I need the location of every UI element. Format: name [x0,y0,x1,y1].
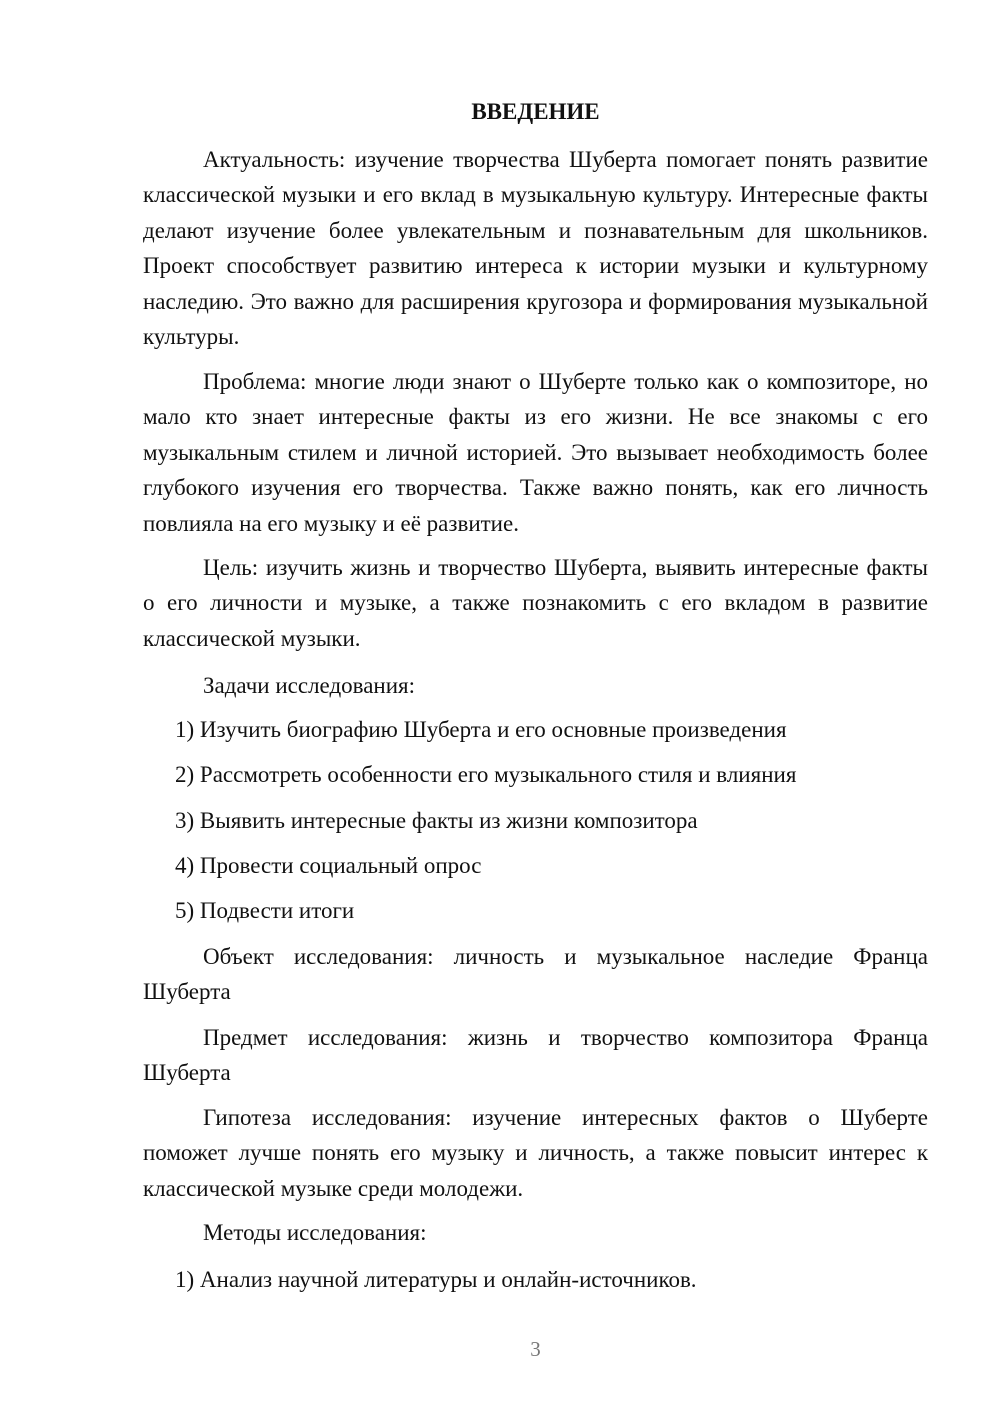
paragraph-subject: Предмет исследования: жизнь и творчество композитора Франца Шуберта [143,1025,928,1086]
section-title: ВВЕДЕНИЕ [471,99,600,124]
task-item: 5) Подвести итоги [175,898,355,923]
task-item: 3) Выявить интересные факты из жизни композитора [175,808,698,833]
method-item: 1) Анализ научной литературы и онлайн-источников. [175,1267,697,1292]
paragraph-goal: Цель: изучить жизнь и творчество Шуберта, выявить интересные факты о его личности и музыке, а также познакомить с его вкладом в развитие классической музыки. [143,555,928,651]
task-item: 4) Провести социальный опрос [175,853,482,878]
task-item: 2) Рассмотреть особенности его музыкального стиля и влияния [175,762,797,787]
methods-heading: Методы исследования: [203,1220,427,1245]
task-item: 1) Изучить биографию Шуберта и его основные произведения [175,717,787,742]
paragraph-relevance: Актуальность: изучение творчества Шуберта помогает понять развитие классической музыки и его вклад в музыкальную культуру. Интересные факты делают изучение более увлекательным и познавательным для школьников. Проект способствует развитию интереса к истории музыки и культурному наследию. Это важно для расширения кругозора и формирования музыкальной культуры. [143,147,928,350]
paragraph-problem: Проблема: многие люди знают о Шуберте только как о композиторе, но мало кто знает интересные факты из его жизни. Не все знакомы с его музыкальным стилем и личной историей. Это вызывает необходимость более глубокого изучения его творчества. Также важно понять, как его личность повлияла на его музыку и её развитие. [143,369,928,536]
paragraph-hypothesis: Гипотеза исследования: изучение интересных фактов о Шуберте поможет лучше понять его музыку и личность, а также повысит интерес к классической музыке среди молодежи. [143,1105,928,1201]
page-number: 3 [530,1337,541,1361]
tasks-heading: Задачи исследования: [203,673,416,698]
paragraph-object: Объект исследования: личность и музыкальное наследие Франца Шуберта [143,944,928,1005]
